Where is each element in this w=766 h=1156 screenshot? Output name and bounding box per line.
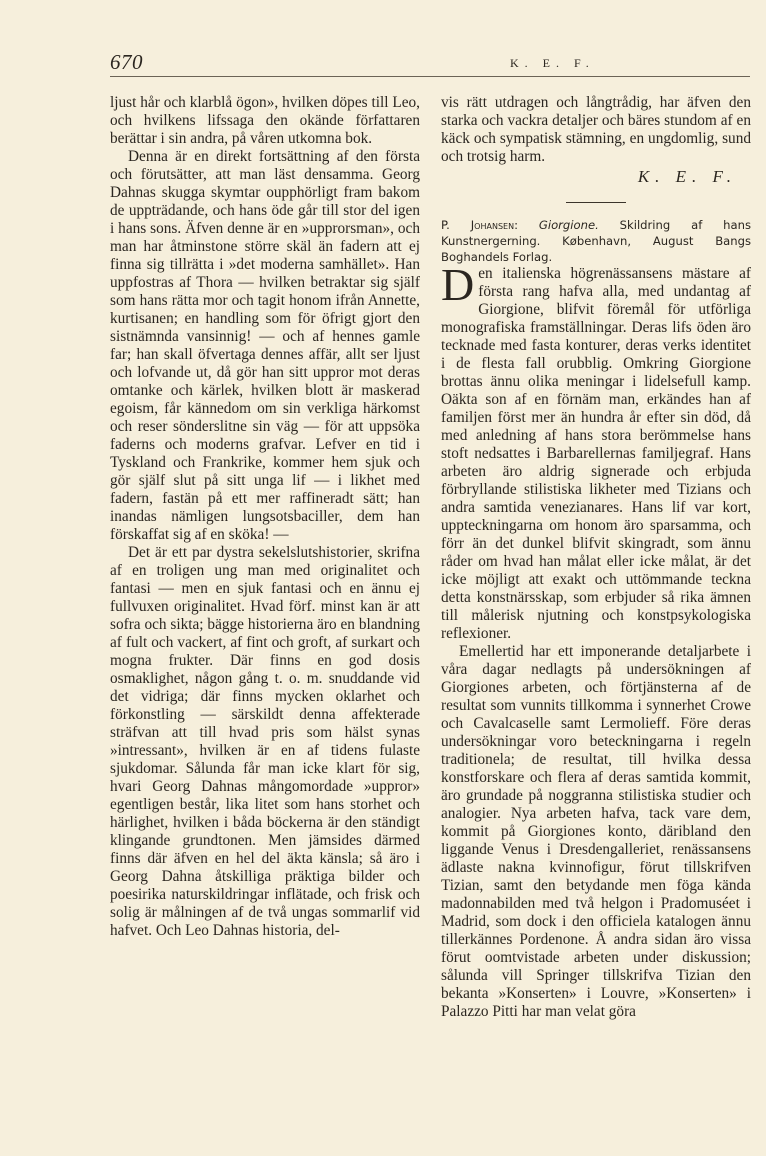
running-head: K. E. F. <box>510 56 595 70</box>
paragraph-continuation: vis rätt utdragen och långtrådig, har äfven den starka och vackra detaljer och bäres stundom af en käck och sympatisk stämning, en ungdomlig, sund och trotsig harm. <box>441 94 751 165</box>
bibliography-details: Skildring af hans Kunstnergerning. København, August Bangs Boghandels Forlag. <box>441 218 751 264</box>
paragraph-text: en italienska högrenässansens mästare af första rang hafva alla, med undantag af Giorgione, blifvit föremål för utförliga monografiska framställningar. Deras lifs öden äro tecknade med fasta konturer, deras verks identitet i de flesta fall orubblig. Omkring Giorgione brottas ännu olika meningar i lidelsefull kamp. Oäkta son af en förnäm man, erkändes han af familjen först mer än hundra år efter sin död, då med anledning af hans stora berömmelse hans stoft nedsattes i Barbarellernas familjegraf. Hans arbeten äro aldrig signerade och erbjuda förbryllande stilistiska likheter med Tizians och andra samtida venezianares. Hans lif var kort, uppteckningarna om honom äro sparsamma, och förr än det dunkel blifvit skingradt, som ännu råder om hvad han målat eller icke målat, är det icke möjligt att exakt och uttömmande teckna detta konstnärsskap, som erbjuder så rika ämnen till målerisk njutning och konstpsykologiska reflexioner. <box>441 265 751 642</box>
drop-cap: D <box>441 259 475 310</box>
paragraph: Emellertid har ett imponerande detaljarbete i våra dagar nedlagts på undersökningen af Giorgiones arbeten, och förtjänsterna af de resultat som vunnits tillkomma i synnerhet Crowe och Cavalcaselle samt Lermolieff. Före deras undersökningar voro beteckningarna i regeln traditionela; de resultat, till hvilka dessa konstforskare och flera af deras samtida kommit, äro grundade på noggranna stilistiska studier och analogier. Nya arbeten hafva, tack vare dem, kommit på Giorgiones konto, däribland den liggande Venus i Dresdengalleriet, renässansens ädlaste nakna kvinnofigur, förut tillskrifven Tizian, samt den betydande men föga kända madonnabilden med två helgon i Pradomuséet i Madrid, som dock i den officiela katalogen ännu tillerkännes Pordenone. Å andra sidan äro vissa förut oomtvistade arbeten under diskussion; sålunda vill Springer tillskrifva Tizian den bekanta »Konserten» i Louvre, »Konserten» i Palazzo Pitti har man velat göra <box>441 643 751 1020</box>
bibliography-separator: : <box>514 218 539 232</box>
right-column <box>441 94 751 1021</box>
paragraph: Denna är en direkt fortsättning af den första och förutsätter, att man läst densamma. Georg Dahnas skugga skymtar oupphörligt fram bakom de uppträdande, och hans öde går till stor del igen i hans sons. Äfven denne är en »upprorsman», och man har åtminstone större skäl än fadern att ej finna sig tillrätta i »det moderna samhället». Han uppfostras af Thora — hvilken betraktar sig själf som hans rätta mor och tagit honom ifrån Annette, kurtisanen; en handling som för öfrigt gjort den sistnämnda vansinnig! — och af hennes gamle far; han skall öfvertaga dennes affär, allt ser ljust och lofvande ut, då gör han sitt uppror mot deras omtanke och kärlek, hvilken blott är maskerad egoism, får kännedom om sin verkliga härkomst och reser sönderslitne sin väg — för att uppsöka faderns och moderns grafvar. Lefver en tid i Tyskland och Frankrike, kommer hem sjuk och gör själf slut på sitt unga lif — i likhet med fadern, fastän på ett mer raffineradt sätt; han inandas nämligen lungsotsbaciller, dem han förskaffat sig af en sköka! — <box>110 148 420 543</box>
section-separator <box>566 202 626 203</box>
bibliography-entry <box>441 217 751 265</box>
paragraph: Det är ett par dystra sekelslutshistorier, skrifna af en troligen ung man med originalitet och fantasi — men en sjuk fantasi och en ännu ej fullvuxen originalitet. Hvad förf. minst kan är att sofra och sikta; bägge historierna äro en blandning af fult och vackert, af fint och groft, af surkart och mogna frukter. Där finns en god dosis osmaklighet, någon gång t. o. m. snuddande vid det vidriga; där finns mycken oklarhet och förkonstling — särskildt denna affekterade sträfvan att till hvad pris som hälst synas »intressant», hvilken är en af tidens fulaste sjukdomar. Sålunda får man icke klart för sig, hvari Georg Dahnas mångomordade »uppror» egentligen består, lika litet som hans storhet och härlighet, hvilken i båda böckerna är den ständigt klingande grundtonen. Men jämsides därmed finns där äfven en hel del äkta känsla; så äro i Georg Dahna åtskilliga präktiga bilder och poesirika naturskildringar inflätade, och frisk och solig är målningen af de två ungas sommarlif vid hafvet. Och Leo Dahnas historia, del- <box>110 544 420 939</box>
review-signature: K. E. F. <box>637 167 737 186</box>
left-column <box>110 94 420 940</box>
paragraph <box>441 259 751 643</box>
header-rule <box>110 76 750 77</box>
paragraph: ljust hår och klarblå ögon», hvilken döpes till Leo, och hvilkens lifssaga den okände författaren berättar i sin andra, på våren utkomna bok. <box>110 94 420 147</box>
bibliography-title: Giorgione. <box>538 218 599 232</box>
bibliography-author: P. Johansen <box>441 218 515 232</box>
page-number: 670 <box>110 50 143 74</box>
